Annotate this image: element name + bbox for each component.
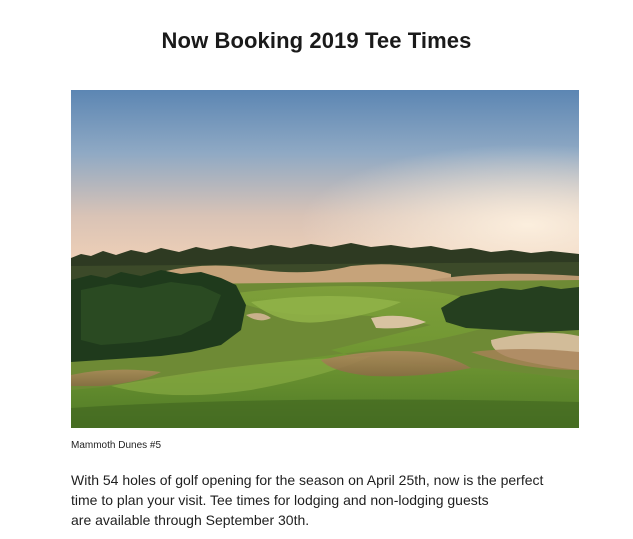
- body-paragraph: [71, 470, 591, 530]
- body-line: With 54 holes of golf opening for the season on April 25th, now is the perfect: [71, 472, 544, 488]
- photo-caption: Mammoth Dunes #5: [71, 440, 162, 451]
- golf-course-photo[interactable]: [71, 90, 579, 428]
- body-line: are available through September 30th.: [71, 512, 310, 528]
- page-title: Now Booking 2019 Tee Times: [161, 28, 472, 53]
- body-line: time to plan your visit. Tee times for lodging and non-lodging guests: [71, 492, 489, 508]
